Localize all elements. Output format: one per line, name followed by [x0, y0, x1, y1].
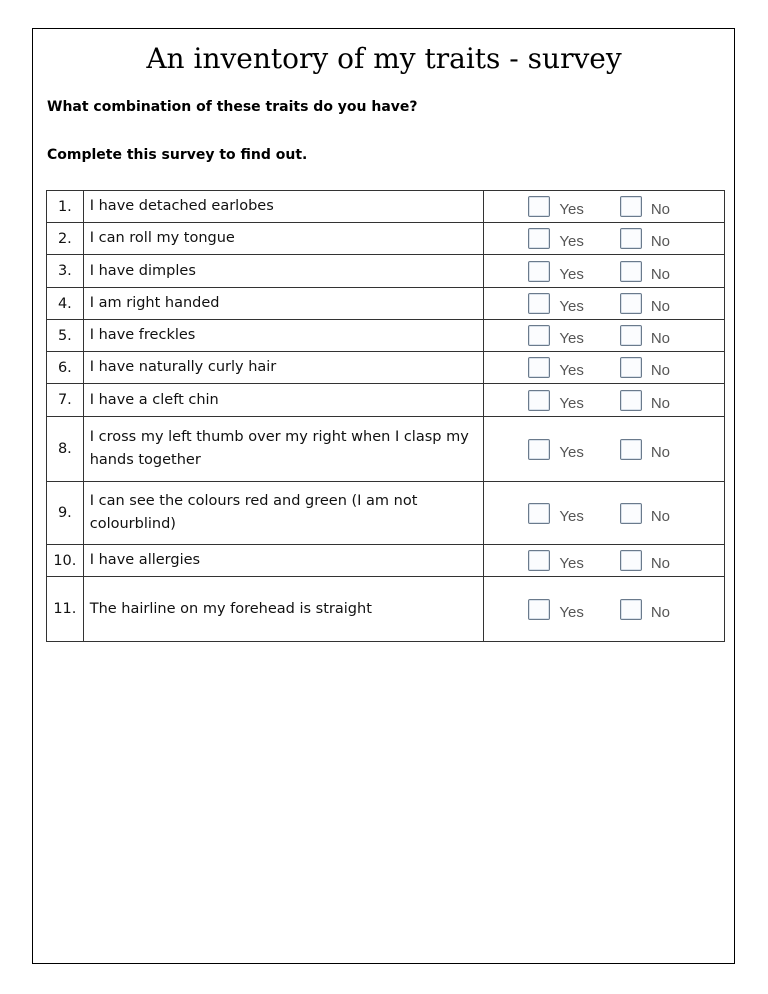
yes-option[interactable]: [528, 599, 583, 620]
survey-row: [47, 320, 725, 352]
yes-label: Yes: [559, 507, 584, 525]
survey-row: [47, 288, 725, 320]
no-checkbox[interactable]: [620, 550, 642, 571]
survey-row: [47, 384, 725, 417]
yes-checkbox[interactable]: [528, 261, 550, 282]
row-number: 11.: [47, 577, 84, 642]
survey-row: [47, 223, 725, 255]
yes-checkbox[interactable]: [528, 228, 550, 249]
no-label: No: [650, 394, 671, 412]
no-checkbox[interactable]: [620, 196, 642, 217]
yes-option[interactable]: [528, 293, 583, 314]
row-statement: I have dimples: [83, 255, 484, 288]
yes-label: Yes: [559, 265, 584, 283]
no-label: No: [650, 507, 671, 525]
yes-option[interactable]: [528, 439, 583, 460]
no-option[interactable]: [620, 439, 670, 460]
yes-checkbox[interactable]: [528, 599, 550, 620]
no-label: No: [650, 233, 671, 250]
row-statement: The hairline on my forehead is straight: [83, 577, 484, 642]
no-label: No: [650, 603, 671, 621]
row-statement: I cross my left thumb over my right when I clasp my hands together: [83, 417, 484, 482]
yes-label: Yes: [559, 443, 584, 461]
no-checkbox[interactable]: [620, 503, 642, 524]
yes-option[interactable]: [528, 261, 583, 282]
row-answers: [484, 577, 725, 642]
no-checkbox[interactable]: [620, 325, 642, 346]
no-checkbox[interactable]: [620, 293, 642, 314]
row-number: 3.: [47, 255, 84, 288]
no-checkbox[interactable]: [620, 599, 642, 620]
no-option[interactable]: [620, 261, 670, 282]
row-statement: I have a cleft chin: [83, 384, 484, 417]
yes-label: Yes: [559, 362, 584, 379]
row-number: 5.: [47, 320, 84, 352]
no-checkbox[interactable]: [620, 439, 642, 460]
row-number: 6.: [47, 352, 84, 384]
row-statement: I can see the colours red and green (I am not colourblind): [83, 482, 484, 545]
row-answers: [484, 482, 725, 545]
row-answers: [484, 288, 725, 320]
row-number: 1.: [47, 191, 84, 223]
yes-label: Yes: [559, 555, 584, 572]
no-option[interactable]: [620, 196, 670, 217]
survey-table: [46, 190, 725, 642]
row-number: 4.: [47, 288, 84, 320]
survey-row: [47, 255, 725, 288]
no-label: No: [650, 443, 671, 461]
yes-option[interactable]: [528, 390, 583, 411]
row-statement: I have naturally curly hair: [83, 352, 484, 384]
no-label: No: [650, 330, 671, 347]
survey-row: [47, 482, 725, 545]
no-option[interactable]: [620, 325, 670, 346]
yes-label: Yes: [559, 394, 584, 412]
yes-checkbox[interactable]: [528, 550, 550, 571]
no-label: No: [650, 201, 671, 218]
yes-option[interactable]: [528, 196, 583, 217]
no-label: No: [650, 298, 671, 315]
survey-row: [47, 577, 725, 642]
row-number: 10.: [47, 545, 84, 577]
no-option[interactable]: [620, 550, 670, 571]
no-label: No: [650, 265, 671, 283]
yes-label: Yes: [559, 603, 584, 621]
row-number: 2.: [47, 223, 84, 255]
survey-row: [47, 545, 725, 577]
row-statement: I am right handed: [83, 288, 484, 320]
yes-checkbox[interactable]: [528, 357, 550, 378]
yes-checkbox[interactable]: [528, 503, 550, 524]
no-option[interactable]: [620, 357, 670, 378]
no-checkbox[interactable]: [620, 390, 642, 411]
yes-option[interactable]: [528, 503, 583, 524]
survey-row: [47, 417, 725, 482]
no-checkbox[interactable]: [620, 357, 642, 378]
page-title: An inventory of my traits - survey: [146, 42, 622, 75]
row-answers: [484, 255, 725, 288]
row-answers: [484, 384, 725, 417]
no-option[interactable]: [620, 390, 670, 411]
row-answers: [484, 223, 725, 255]
no-label: No: [650, 362, 671, 379]
survey-row: [47, 191, 725, 223]
yes-label: Yes: [559, 233, 584, 250]
yes-option[interactable]: [528, 357, 583, 378]
yes-checkbox[interactable]: [528, 196, 550, 217]
yes-option[interactable]: [528, 550, 583, 571]
row-answers: [484, 417, 725, 482]
row-statement: I have freckles: [83, 320, 484, 352]
row-answers: [484, 545, 725, 577]
intro-instruction: Complete this survey to find out.: [47, 147, 308, 163]
yes-label: Yes: [559, 330, 584, 347]
row-answers: [484, 320, 725, 352]
no-checkbox[interactable]: [620, 261, 642, 282]
no-option[interactable]: [620, 599, 670, 620]
row-answers: [484, 191, 725, 223]
no-option[interactable]: [620, 228, 670, 249]
row-answers: [484, 352, 725, 384]
row-number: 7.: [47, 384, 84, 417]
no-checkbox[interactable]: [620, 228, 642, 249]
yes-checkbox[interactable]: [528, 390, 550, 411]
survey-row: [47, 352, 725, 384]
no-label: No: [650, 555, 671, 572]
row-number: 9.: [47, 482, 84, 545]
yes-checkbox[interactable]: [528, 293, 550, 314]
yes-option[interactable]: [528, 325, 583, 346]
no-option[interactable]: [620, 503, 670, 524]
yes-checkbox[interactable]: [528, 439, 550, 460]
yes-label: Yes: [559, 298, 584, 315]
yes-label: Yes: [559, 201, 584, 218]
row-number: 8.: [47, 417, 84, 482]
yes-option[interactable]: [528, 228, 583, 249]
yes-checkbox[interactable]: [528, 325, 550, 346]
row-statement: I can roll my tongue: [83, 223, 484, 255]
no-option[interactable]: [620, 293, 670, 314]
intro-question: What combination of these traits do you have?: [47, 99, 418, 115]
row-statement: I have detached earlobes: [83, 191, 484, 223]
row-statement: I have allergies: [83, 545, 484, 577]
